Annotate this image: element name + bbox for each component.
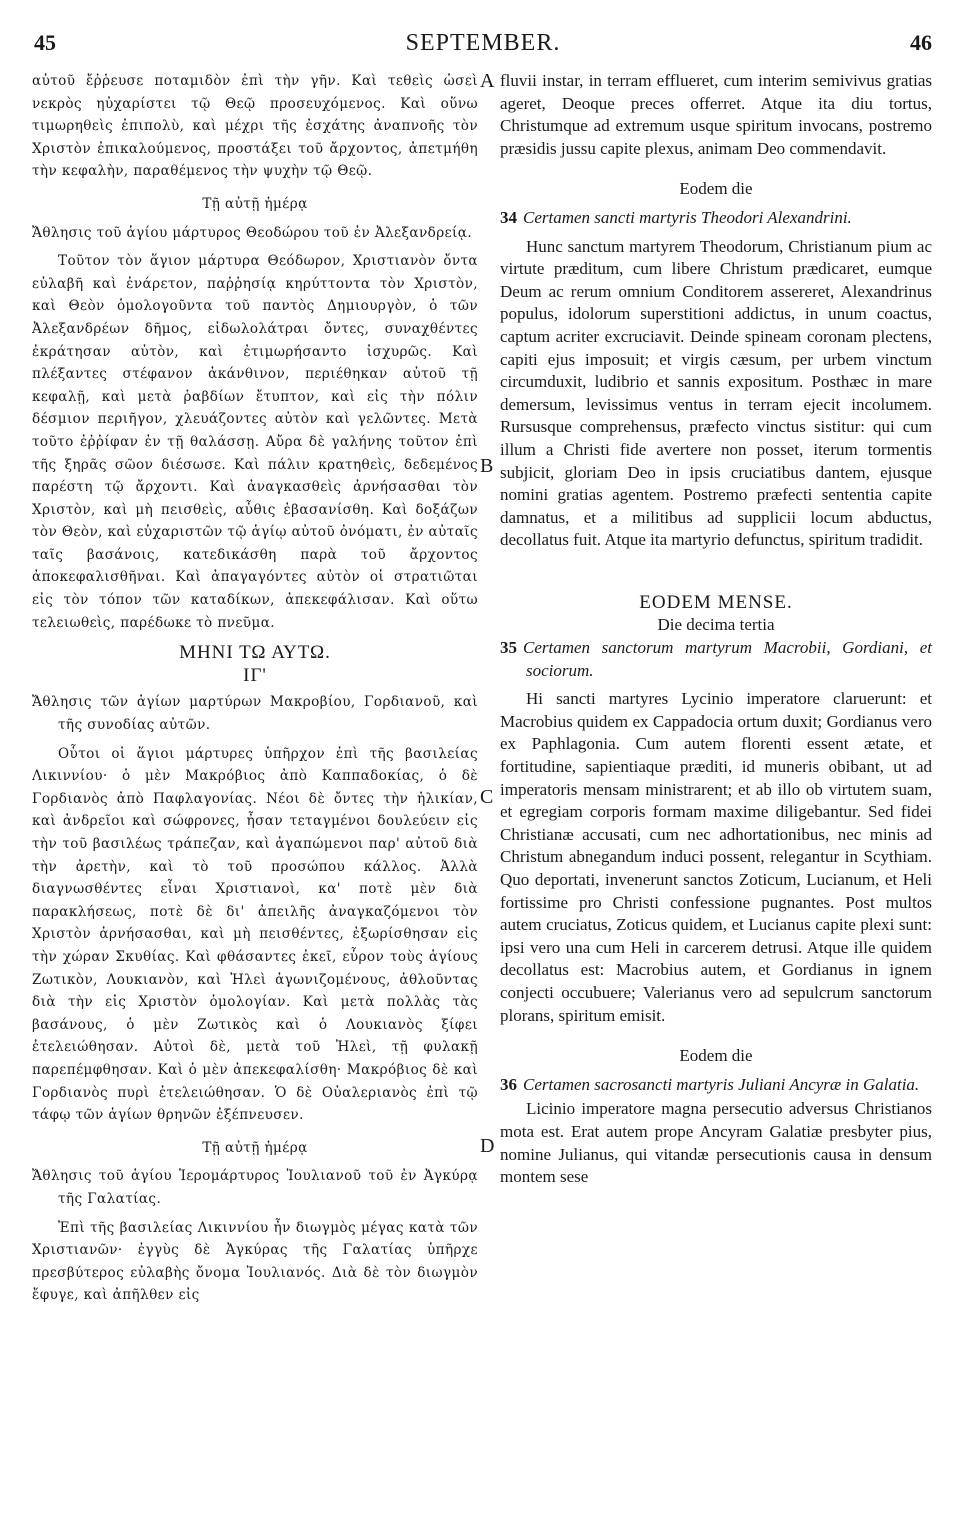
greek-day-number: ΙΓ' (243, 664, 267, 686)
greek-section-title-3: Ἄθλησις τοῦ ἁγίου Ἱερομάρτυρος Ἰουλιανοῦ τοῦ ἐν Ἀγκύρᾳ τῆς Γαλατίας. (32, 1168, 478, 1207)
latin-paragraph-2: Hunc sanctum martyrem Theodorum, Christianum pium ac virtute præditum, cum libere Christum prædicaret, eumque Deum ac rerum omnium Conditorem assereret, Alexandrinus populus, idolorum superstitioni addictus, in unum coactus, captum acriter excruciavit. Deinde spineam coronam plectens, capiti ejus imposuit; et virgis cæsum, per urbem vinctum circumduxit, ludibrio et sannis expositum. Posthæc in mare demersum, levissimus ventus in terram ejecit incolumem. Rursusque comprehensus, præfecto vinctus sistitur: qui cum illum a Christi fide avertere non posset, iterum tormentis subjicit, gloriam Deo in ipsis cruciatibus dantem, ejusque nomini gratias agentem. Postremo præfecti sententia capite damnatus, et a militibus ad supplicii locum abductus, decollatus fuit. Atque ita martyrio defunctus, spiritum tradidit. (500, 236, 932, 550)
greek-section-title-1: Ἄθλησις τοῦ ἁγίου μάρτυρος Θεοδώρου τοῦ ἐν Ἀλεξανδρείᾳ. (32, 224, 473, 241)
latin-column (500, 70, 932, 1189)
greek-paragraph-4: Ἐπὶ τῆς βασιλείας Λικιννίου ἦν διωγμὸς μέγας κατὰ τῶν Χριστιανῶν· ἐγγὺς δὲ Ἀγκύρας τῆς Γαλατίας ὑπῆρχε πρεσβύτερος εὐλαβὴς ὄνομα Ἰουλιανός. Διὰ δὲ τὸν διωγμὸν ἔφυγε, καὶ ἀπῆλθεν εἰς (32, 1219, 478, 1304)
section-number-36: 36 (500, 1074, 517, 1094)
page-number-left: 45 (34, 30, 56, 55)
greek-day-heading-2: Τῇ αὐτῇ ἡμέρᾳ (202, 1139, 308, 1156)
greek-paragraph-3: Οὗτοι οἱ ἅγιοι μάρτυρες ὑπῆρχον ἐπὶ τῆς βασιλείας Λικιννίου· ὁ μὲν Μακρόβιος ἀπὸ Καππαδοκίας, ὁ δὲ Γορδιανὸς ἀπὸ Παφλαγονίας. Νέοι δὲ ὄντες τὴν ἡλικίαν, καὶ ἀνδρεῖοι καὶ σώφρονες, ἦσαν τεταγμένοι δουλεύειν εἰς τὴν τοῦ βασιλέως τράπεζαν, καὶ ἀγαπώμενοι παρ' αὐτοῦ διὰ τὴν ἀρετὴν, καὶ τὸ τοῦ προσώπου κάλλος. Ἀλλὰ διαγνωσθέντες εἶναι Χριστιανοὶ, κα' ποτὲ μὲν διὰ παρακλήσεως, ποτὲ δὲ δι' ἀπειλῆς ἀναγκαζόμενοι τὸν Χριστὸν ἀρνήσασθαι, καὶ μὴ πεισθέντες, ἐξωρίσθησαν εἰς τὴν χώραν Σκυθίας. Καὶ φθάσαντες ἐκεῖ, εὗρον τοὺς ἁγίους Ζωτικὸν, Λουκιανὸν, καὶ Ἠλεὶ ἀγωνιζομένους, ἀθλοῦντας διὰ τὴν εἰς Χριστὸν ὁμολογίαν. Καὶ μετὰ πολλὰς τὰς βασάνους, ὁ μὲν Ζωτικὸς καὶ ὁ Λουκιανὸς ξίφει ἐτελειώθησαν. Αὐτοὶ δὲ, μετὰ τοῦ Ἠλεὶ, τῇ φυλακῇ παρεπέμφθησαν. Καὶ ὁ μὲν ἀπεκεφαλίσθη· Μακρόβιος δὲ καὶ Γορδιανὸς πυρὶ ἐτελειώθησαν. Ὁ δὲ Οὐαλεριανὸς ἐπὶ τῷ τάφῳ τῶν ἁγίων θρηνῶν ἐξέπνευσεν. (32, 745, 478, 1124)
section-number-35: 35 (500, 638, 517, 658)
margin-marker-d: D (480, 1135, 495, 1157)
latin-day-heading-1: Eodem die (679, 179, 753, 199)
latin-paragraph-4: Licinio imperatore magna persecutio adversus Christianos mota est. Erat autem prope Ancyram Galatiæ presbyter pius, nomine Julianus, qui vitandæ persecutionis causa in densum montem sese (500, 1099, 932, 1187)
latin-section-title-2 (500, 637, 932, 682)
latin-month-heading: EODEM MENSE. (639, 591, 793, 613)
page-header (34, 30, 932, 60)
greek-month-heading: ΜΗΝΙ ΤΩ ΑΥΤΩ. (179, 642, 331, 664)
latin-section-title-2-text: Certamen sanctorum martyrum Macrobii, Gordiani, et sociorum. (523, 638, 932, 680)
greek-day-heading-1: Τῇ αὐτῇ ἡμέρᾳ (202, 195, 308, 212)
latin-section-title-1 (500, 207, 932, 230)
latin-section-title-3-text: Certamen sacrosancti martyris Juliani Ancyræ in Galatia. (523, 1074, 920, 1094)
greek-section-title-2: Ἄθλησις τῶν ἁγίων μαρτύρων Μακροβίου, Γορδιανοῦ, καὶ τῆς συνοδίας αὐτῶν. (32, 694, 478, 734)
margin-marker-c: C (480, 786, 494, 808)
latin-paragraph-1: fluvii instar, in terram efflueret, cum interim semivivus gratias ageret, Deoque preces offerret. Atque ita diu tortus, Christumque ad extremum usque spiritum invocans, postremo præsidis jussu capite plexus, animam Deo commendavit. (500, 71, 932, 158)
latin-section-title-1-text: Certamen sancti martyris Theodori Alexandrini. (523, 207, 852, 227)
latin-section-title-3 (500, 1074, 932, 1097)
greek-paragraph-1: αὐτοῦ ἔῤῥευσε ποταμιδὸν ἐπὶ τὴν γῆν. Καὶ τεθεὶς ὡσεὶ νεκρὸς ηὐχαρίστει τῷ Θεῷ προσευχόμενος. Καὶ οὕνω τιμωρηθεὶς ἐπιπολὺ, καὶ μέχρι τῆς ἐσχάτης ἀναπνοῆς τὸν Χριστὸν ἐπικαλούμενος, προστάξει τοῦ ἄρχοντος, ἀπετμήθη τὴν κεφαλὴν, παραθέμενος τὴν ψυχὴν τῷ Θεῷ. (32, 73, 478, 180)
margin-marker-b: B (480, 455, 494, 477)
latin-paragraph-3: Hi sancti martyres Lycinio imperatore claruerunt: et Macrobius quidem ex Cappadocia ortum duxit; Gordianus vero ex Paphlagonia. Cum autem florenti essent ætate, et fortitudine, sapientiaque præditi, id muneris obibant, ut ad imperatoris mensam ministrarent; et ab illo ob virtutem suam, et egregiam corporis formam maxime diligebantur. Sed fidei Christianæ accusati, cum nec adhortationibus, nec minis ad Christum abnegandum induci possent, relegantur in Scythiam. Quo deportati, invenerunt sanctos Zoticum, Lucianum, et Heli fortissime pro Christi confessione pugnantes. Post multos autem cruciatus, Zoticus quidem, et Lucianus capite plexi sunt: ipsi vero una cum Heli in carcerem detrusi. Atque ille quidem decollatus est: Macrobius autem, et Gordianus in ignem conjecti occubuere; Valerianus vero ad sepulcrum sanctorum plorans, spiritum emisit. (500, 689, 932, 1025)
margin-marker-a: A (480, 70, 495, 92)
page-number-right: 46 (910, 30, 932, 55)
section-number-34: 34 (500, 207, 517, 227)
greek-column (32, 70, 478, 1307)
running-title: SEPTEMBER. (405, 30, 561, 56)
greek-paragraph-2: Τοῦτον τὸν ἅγιον μάρτυρα Θεόδωρον, Χριστιανὸν ὄντα εὐλαβῆ καὶ ἐνάρετον, παῤῥησίᾳ κηρύττοντα τὸν Χριστὸν, καὶ Θεὸν ὁμολογοῦντα τοῦ παντὸς Δημιουργὸν, ὁ τῶν Ἀλεξανδρέων δῆμος, εἰδωλολάτραι ὄντες, συναχθέντες ἐκράτησαν αὐτὸν, καὶ ἐτιμωρήσαντο ἰσχυρῶς. Καὶ πλέξαντες στέφανον ἀκάνθινον, περιέθηκαν αὐτοῦ τῇ κεφαλῇ, καὶ μετὰ ῥαβδίων ἔτυπτον, καὶ εἰς τὴν πόλιν δέσμιον περιῆγον, χλευάζοντες αὐτὸν καὶ γελῶντες. Μετὰ τοῦτο ἐῤῥίφαν ἐν τῇ θαλάσσῃ. Αὔρα δὲ γαλήνης τοῦτον ἐπὶ τῆς ξηρᾶς σῶον διέσωσε. Καὶ πάλιν κρατηθεὶς, δεδεμένος παρέστη τῷ ἄρχοντι. Καὶ ἀναγκασθεὶς ἀρνήσασθαι τὸν Χριστὸν, καὶ μὴ πεισθεὶς, αὖθις ἐβασανίσθη. Καὶ δοξάζων τὸν Θεὸν, καὶ εὐχαριστῶν τῷ ἁγίῳ αὐτοῦ ὀνόματι, ἐν αὐταῖς ταῖς βασάνοις, κατεδικάσθη παρὰ τοῦ ἄρχοντος ἀποκεφαλισθῆναι. Καὶ ἀπαγαγόντες αὐτὸν οἱ στρατιῶται εἰς τὸν τόπον τῶν καταδίκων, ἀπεκεφάλισαν. Καὶ οὕτω τελειωθεὶς, παρέδωκε τὸ πνεῦμα. (32, 253, 479, 631)
latin-day-heading-2: Eodem die (679, 1046, 753, 1066)
latin-day-number: Die decima tertia (657, 615, 775, 635)
